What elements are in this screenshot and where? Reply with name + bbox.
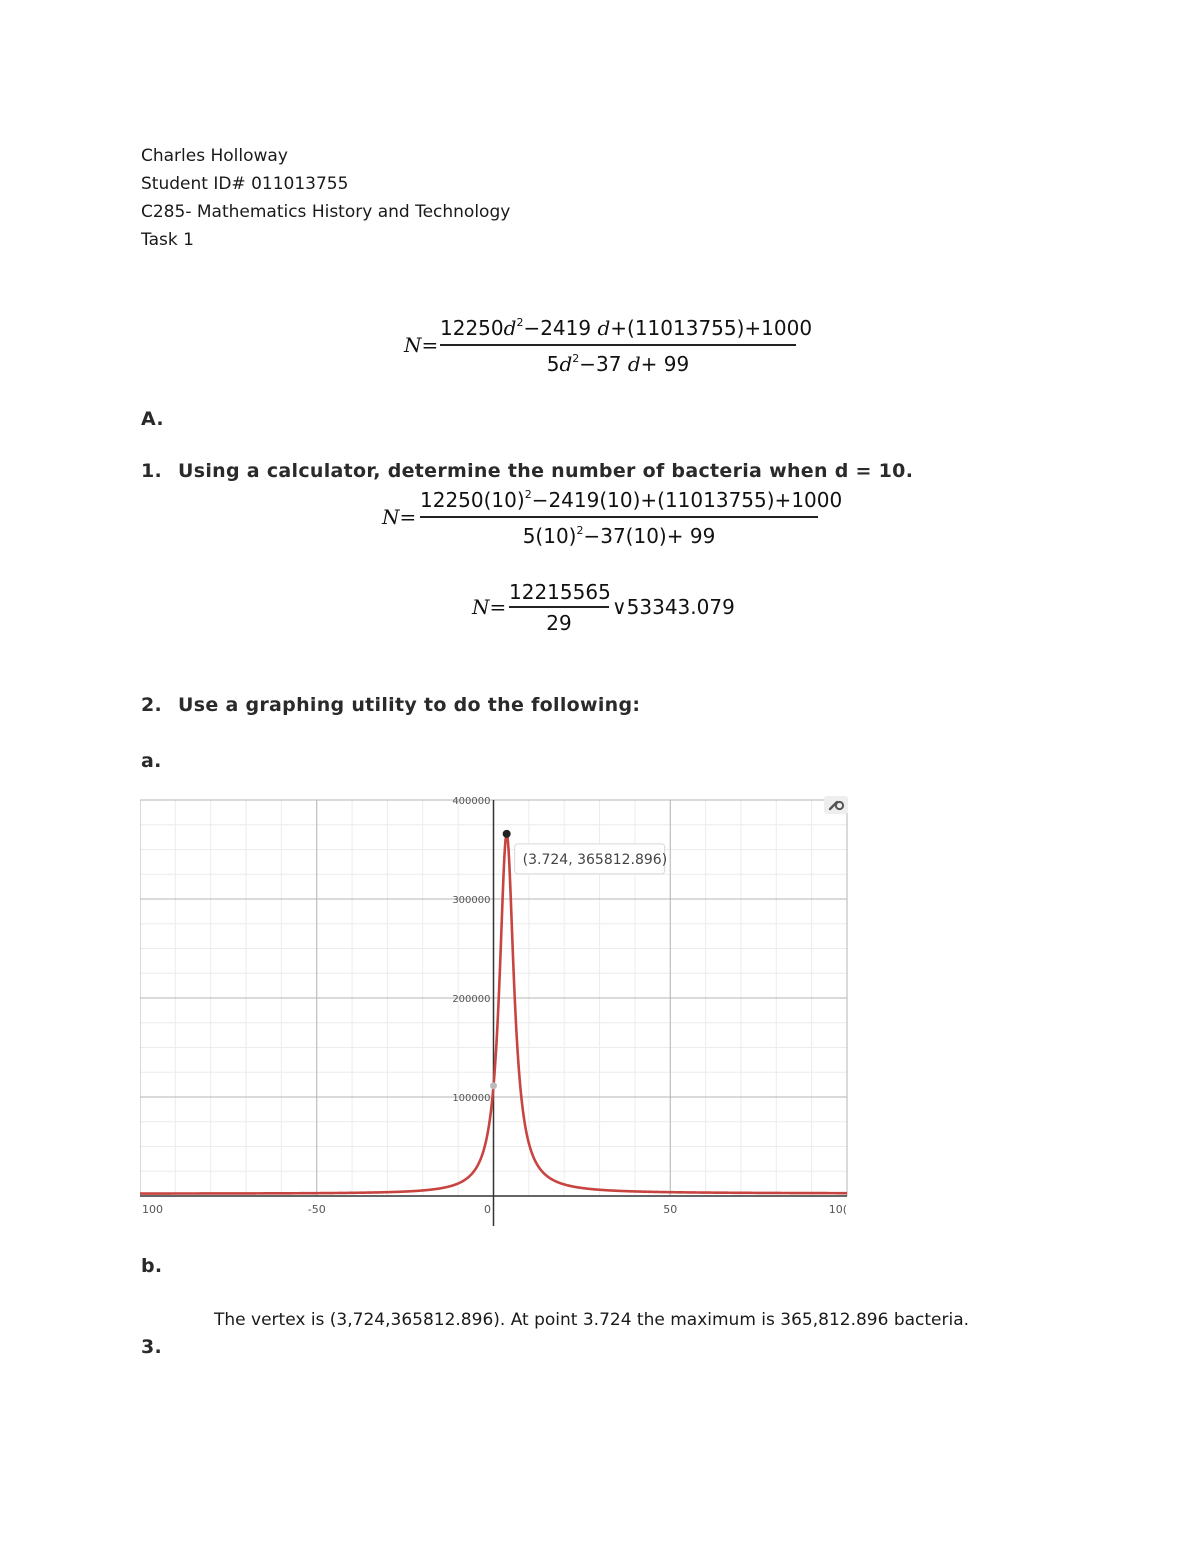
- x-tick-label: 0: [484, 1203, 491, 1216]
- function-graph: [140, 790, 850, 1230]
- substitution-numerator: $12250(10)^2-2419(10)+(11013755)+1000$: [420, 488, 843, 512]
- student-name: Charles Holloway: [141, 146, 288, 166]
- question-1: [0, 460, 1100, 484]
- graph-maximum-point: [503, 830, 511, 838]
- task-label: Task 1: [141, 230, 194, 250]
- course-title: C285- Mathematics History and Technology: [141, 202, 511, 222]
- part-b-label: b.: [141, 1255, 163, 1277]
- result-approx: ∨53343.079: [612, 595, 735, 619]
- section-a-label: A.: [141, 408, 164, 430]
- y-tick-label: 100000: [452, 1093, 491, 1104]
- formula-denominator: $5d^2-37$ d+ 99: [546, 352, 690, 376]
- graph-maximum-tooltip: [515, 844, 668, 874]
- substitution-denominator: $5(10)^2-37(10)+ 99$: [522, 524, 716, 548]
- x-tick-label: 10(: [828, 1203, 847, 1216]
- x-tick-label: 100: [142, 1203, 163, 1216]
- student-id: Student ID# 011013755: [141, 174, 349, 194]
- question-1-text: Using a calculator, determine the number of bacteria when d = 10.: [178, 460, 914, 482]
- question-1-number: 1.: [141, 460, 163, 482]
- wrench-icon[interactable]: [824, 796, 848, 814]
- part-a-label: a.: [141, 750, 162, 772]
- x-tick-label: -50: [307, 1203, 326, 1216]
- result-fraction: [509, 580, 609, 636]
- y-tick-label: 400000: [452, 796, 491, 807]
- x-tick-label: 50: [663, 1203, 678, 1216]
- question-3-number: 3.: [141, 1336, 163, 1358]
- substitution-lhs: N=: [382, 505, 417, 529]
- question-2-number: 2.: [141, 694, 163, 716]
- question-2: [0, 694, 1100, 718]
- substitution-fraction: [420, 488, 843, 550]
- graph-y-intercept-point: [490, 1082, 497, 1089]
- graph-maximum-label: (3.724, 365812.896): [522, 851, 668, 868]
- y-tick-label: 300000: [452, 895, 491, 906]
- formula-lhs: N=: [404, 333, 439, 357]
- result-numerator: 12215565: [509, 580, 611, 604]
- part-b-answer: The vertex is (3,724,365812.896). At point 3.724 the maximum is 365,812.896 bacteria.: [214, 1310, 970, 1330]
- result-denominator: 29: [546, 611, 572, 635]
- question-2-text: Use a graphing utility to do the following:: [178, 694, 641, 716]
- formula-fraction: [440, 316, 813, 378]
- result-lhs: N=: [472, 595, 507, 619]
- y-tick-label: 200000: [452, 994, 491, 1005]
- formula-numerator: $12250d^2-2419$ d+(11013755)+1000: [440, 316, 813, 340]
